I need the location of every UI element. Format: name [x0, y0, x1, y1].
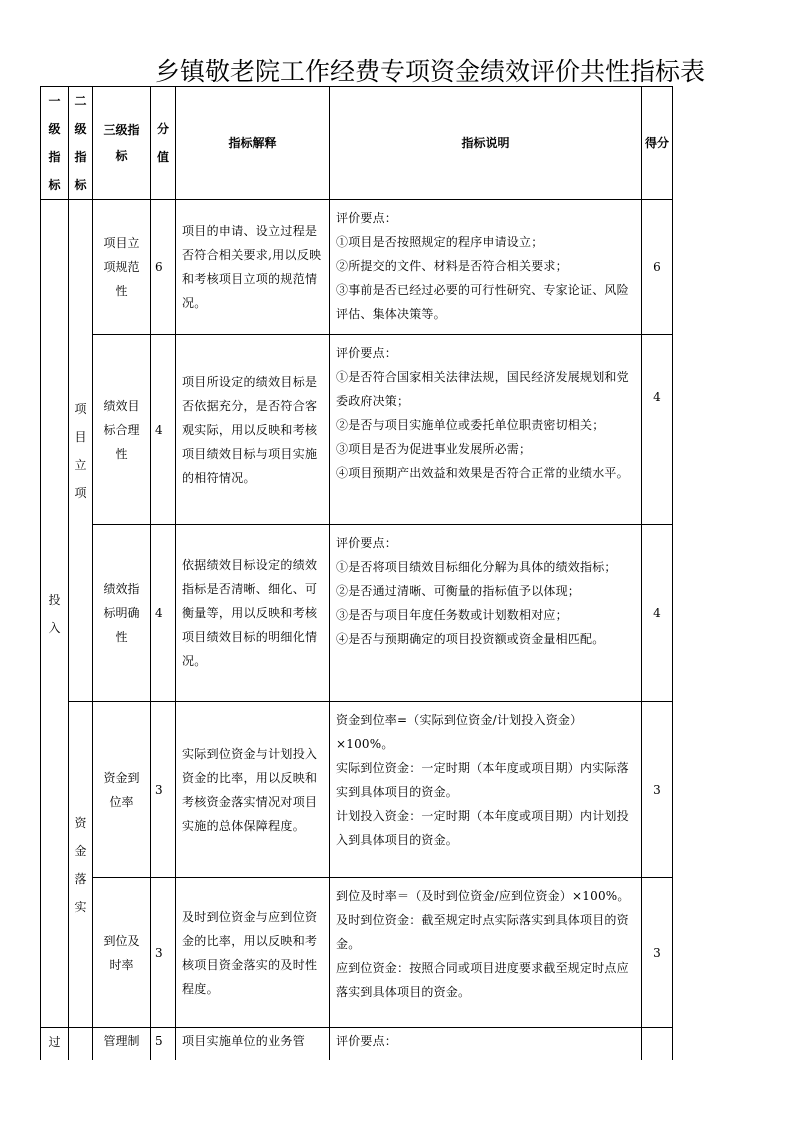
- group-touru: 投入: [41, 200, 69, 1028]
- table-row: [41, 878, 673, 1028]
- header-explanation: 指标解释: [176, 87, 330, 200]
- description-line: 到位及时率＝（及时到位资金/应到位资金）×100%。: [336, 889, 630, 903]
- table-row: [41, 200, 673, 335]
- description-line: ④项目预期产出效益和效果是否符合正常的业绩水平。: [336, 466, 629, 480]
- indicator-name: 到位及时率: [93, 878, 151, 1028]
- description-line: 计划投入资金：一定时期（本年度或项目期）内计划投入到具体项目的资金。: [336, 809, 629, 847]
- description-line: ②是否与项目实施单位或委托单位职责密切相关；: [336, 418, 605, 432]
- table-row: [41, 335, 673, 525]
- table-row: [41, 702, 673, 878]
- score-cell: 3: [642, 702, 673, 878]
- description-line: ①是否将项目绩效目标细化分解为具体的绩效指标；: [336, 560, 617, 574]
- indicator-name: 绩效目标合理性: [93, 335, 151, 525]
- score-cell: 4: [642, 335, 673, 525]
- header-level1: 一级指标: [41, 87, 69, 200]
- score-value: 4: [151, 335, 176, 525]
- header-level3: 三级指标: [93, 87, 151, 200]
- indicator-explanation: 项目所设定的绩效目标是否依据充分，是否符合客观实际，用以反映和考核项目绩效目标与项目实施的相符情况。: [176, 335, 330, 525]
- indicator-description: [330, 878, 642, 1028]
- description-line: 及时到位资金：截至规定时点实际落实到具体项目的资金。: [336, 913, 629, 951]
- header-score-value: 分值: [151, 87, 176, 200]
- indicator-description: [330, 702, 642, 878]
- score-value: 5: [151, 1028, 176, 1061]
- indicator-name: 绩效指标明确性: [93, 525, 151, 702]
- description-line: 评价要点：: [336, 211, 398, 225]
- page-title: 乡镇敬老院工作经费专项资金绩效评价共性指标表: [154, 57, 705, 86]
- indicator-name: 项目立项规范性: [93, 200, 151, 335]
- indicator-explanation: 及时到位资金与应到位资金的比率，用以反映和考核项目资金落实的及时性程度。: [176, 878, 330, 1028]
- empty-cell: [69, 1028, 93, 1061]
- group-zijin-luoshi: 资金落实: [69, 702, 93, 1028]
- indicator-description: [330, 200, 642, 335]
- score-cell: [642, 1028, 673, 1061]
- indicator-description: [330, 1028, 642, 1061]
- header-row: [41, 87, 673, 200]
- score-value: 6: [151, 200, 176, 335]
- indicator-explanation: 项目的申请、设立过程是否符合相关要求,用以反映和考核项目立项的规范情况。: [176, 200, 330, 335]
- description-line: 应到位资金：按照合同或项目进度要求截至规定时点应落实到具体项目的资金。: [336, 961, 629, 999]
- score-value: 4: [151, 525, 176, 702]
- description-line: 评价要点：: [336, 536, 398, 550]
- table-row: [41, 1028, 673, 1061]
- description-line: ③项目是否为促进事业发展所必需；: [336, 442, 532, 456]
- description-line: 实际到位资金：一定时期（本年度或项目期）内实际落实到具体项目的资金。: [336, 761, 629, 799]
- description-line: ④是否与预期确定的项目投资额或资金量相匹配。: [336, 632, 605, 646]
- score-value: 3: [151, 702, 176, 878]
- description-line: 评价要点：: [336, 1034, 398, 1048]
- description-line: 资金到位率=（实际到位资金/计划投入资金）×100%。: [336, 713, 583, 751]
- indicator-description: [330, 525, 642, 702]
- header-score: 得分: [642, 87, 673, 200]
- score-value: 3: [151, 878, 176, 1028]
- indicator-explanation: 实际到位资金与计划投入资金的比率，用以反映和考核资金落实情况对项目实施的总体保障程度。: [176, 702, 330, 878]
- table-row: [41, 525, 673, 702]
- indicator-explanation: 依据绩效目标设定的绩效指标是否清晰、细化、可衡量等，用以反映和考核项目绩效目标的明细化情况。: [176, 525, 330, 702]
- description-line: 评价要点：: [336, 346, 398, 360]
- group-xiangmu-lixiang: 项目立项: [69, 200, 93, 702]
- header-level2: 二级指标: [69, 87, 93, 200]
- score-cell: 6: [642, 200, 673, 335]
- description-line: ③是否与项目年度任务数或计划数相对应；: [336, 608, 568, 622]
- header-description: 指标说明: [330, 87, 642, 200]
- indicator-explanation: 项目实施单位的业务管: [176, 1028, 330, 1061]
- indicator-name: 资金到位率: [93, 702, 151, 878]
- score-cell: 3: [642, 878, 673, 1028]
- indicator-description: [330, 335, 642, 525]
- description-line: ②所提交的文件、材料是否符合相关要求；: [336, 259, 568, 273]
- indicator-name: 管理制: [93, 1028, 151, 1061]
- description-line: ②是否通过清晰、可衡量的指标值予以体现；: [336, 584, 581, 598]
- description-line: ①是否符合国家相关法律法规，国民经济发展规划和党委政府决策；: [336, 370, 629, 408]
- description-line: ③事前是否已经过必要的可行性研究、专家论证、风险评估、集体决策等。: [336, 283, 629, 321]
- description-line: ①项目是否按照规定的程序申请设立；: [336, 235, 544, 249]
- score-cell: 4: [642, 525, 673, 702]
- indicator-table: [40, 86, 673, 1060]
- group-guo: 过: [41, 1028, 69, 1061]
